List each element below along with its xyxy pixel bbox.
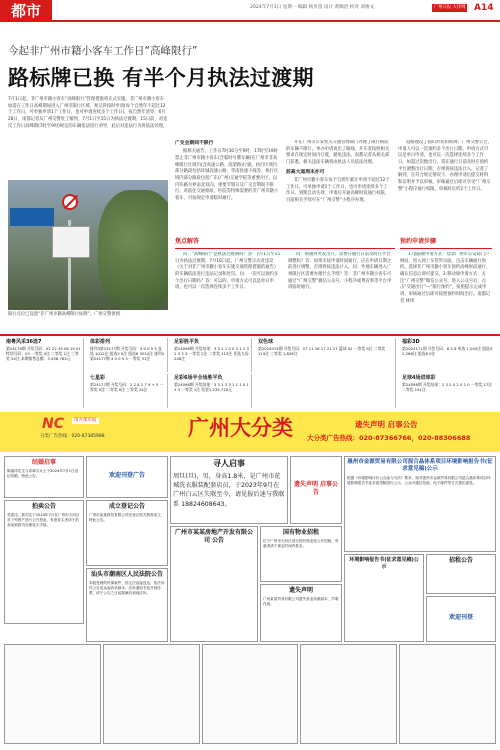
road-name-sign [10, 208, 54, 226]
classifieds-title: 广州大分类 [188, 416, 293, 440]
classified-ad-title: 结婚启事 [31, 459, 56, 466]
article-headline: 路标牌已换 有半个月执法过渡期 [8, 66, 314, 90]
classified-ad-title: 成立登记公告 [108, 503, 145, 510]
qa-section-rule [175, 248, 395, 249]
classified-ad-text: 广州某某贸易有限公司遗失营业执照副本，声明作废。 [263, 597, 339, 606]
lottery-results [0, 334, 500, 408]
lottery-box [4, 338, 84, 408]
lottery-box [172, 374, 252, 408]
article-photo [8, 180, 168, 310]
classified-ad [103, 644, 200, 744]
qa-column-1 [175, 252, 281, 332]
photo-caption: 限行点位已设置“非广州市籍高峰限行标牌”。广州交警供图 [8, 312, 120, 317]
classified-ad-text: 陈嘉伟先生与邓翠芬女士于2024年7月1日登记结婚，特此公告。 [7, 469, 79, 478]
classified-ad [399, 644, 496, 744]
column-1-title: 广交会期间不限行 [175, 141, 214, 146]
classifieds-logo-sub: 南方都市报 [74, 418, 97, 423]
classified-ad-text: 周旦(旦)，男，身高1.8米，是广州市花城洗衣服装配套店员，于2023年9月在广州白云区失联至今，请见报后速与我联系 18824608643。 [173, 472, 285, 508]
qa-column-2 [288, 252, 394, 332]
masthead-rule [52, 20, 500, 22]
classified-ad-title: 寻人启事 [213, 459, 245, 468]
article-lead: 7月1日起，非广州市籍小客车“高峰限行”管理措施将正式实施。非广州市籍小客车如需在工作日高峰期间进入广州市限行区域，须记得按时申请(每个自然年不超过12个工作日，可单独申请1个工作日，也可申请连续多个工作日)，按自然年清零，6月28日，南都记者从广州交警处了解到，7月1日至15日为执法过渡期，15日前，对违反工作日高峰期(7时至9时)规定的车辆依法进行劝导，此后对违法行为将依法处理。 [8, 97, 168, 129]
lottery-text: 第24177期 开奖号码：2 2 8 1 7 9 + 5 一等奖 0注 二等奖 6注 三等奖 24注 [90, 381, 164, 392]
lottery-title: 福彩3D [402, 339, 420, 345]
classifieds-phone: 分类广告热线：020-87385988 [40, 434, 105, 439]
lottery-text: 第24098期 开奖结果：2 3 2 0 2 0 1 0 一等奖 17注 二等奖 191注 [402, 381, 493, 392]
classified-ad-text: 受委托，我司定于2024年7月在广州市天河区对下列资产进行公开拍卖，有意竞买者请于拍卖前到我司办理竞买手续。 [7, 513, 80, 527]
classified-ad-title: 遗失声明 [288, 587, 313, 594]
qa-column-1-text: 问：“高峰限行”是执法过渡期吗？答：7月1日至15日为执法过渡期，7月16日起，广州交警正式对违反《关于对非广州市籍小客车实施交通管理措施的通告》的车辆依法进行违法记录和处罚。问：一次可以预约多个出行日期吗？答：可以的，申请方式可以是单日申请，也可以一次选择连续多个工作日。 [175, 252, 281, 291]
classifieds-logo: NC [42, 416, 64, 432]
article-column-1 [175, 140, 279, 236]
classified-ad-text: 本院受理的民事案件，因无法直接送达，依法向你公告送达起诉状副本、应诉通知书及开庭传票，请于公告之日起届满后到庭应诉。 [89, 581, 165, 595]
steps-section-rule [400, 248, 492, 249]
steps-column-text: 1.电脑端申请方式：登录广州市公安局门户网站，进入网上车管所页面，点击车辆通行预约。选择非广州市籍小客车预约高峰时段通行，确认信息后即可提交。2.移动端申请方式：关注“广州交警”微信公众号，进入公众号后，点击“交通出行”—“限行预约”，按照提示完成申请。审核通过后即可按照预约时间出行。南都记者 林彤 [400, 252, 491, 304]
tree-foliage [98, 190, 168, 310]
classified-ad-title: 遗失声明 启事公告 [293, 480, 339, 496]
lottery-title: 南粤风采36选7 [6, 339, 42, 345]
classified-ad [86, 500, 168, 566]
classified-ad [4, 500, 84, 624]
classified-ad [300, 644, 397, 744]
lottery-box [88, 338, 168, 372]
lottery-title: 足彩6场半全场胜平负 [174, 375, 223, 381]
lottery-text: 排列3第24177期 开奖号码：4 0 0 5 5 直选 1012注 组选3 0注 组选6 3014注 排列5第24177期 4 0 0 5 5 一等奖 31注 [90, 345, 165, 361]
classified-ad-text: 位于广州市天河区部分国有物业现公开招租，有意者请于规定时间内报名。 [263, 539, 339, 548]
classified-ad-title: 拍卖公告 [31, 503, 56, 510]
date-line: 2024年7月1日 星期一 编辑 杨贝茵 设计 黄陶冶 校对 刘俊文 [250, 5, 375, 10]
masthead [0, 0, 500, 22]
classified-ad-title: 汕头市潮南区人民法院公告 [90, 571, 163, 578]
classified-ad-title: 环境影响报告书(征求意见稿)公示 [349, 557, 419, 570]
classified-ad [170, 456, 288, 524]
lottery-title: 足彩胜平负 [174, 339, 200, 345]
page-number: A14 [474, 3, 494, 13]
classified-ad-title: 国有物业招租 [282, 529, 319, 536]
article-column-3 [398, 140, 492, 236]
article-subhead: 今起非广州市籍小客车工作日“高峰限行” [8, 45, 198, 57]
classified-ad-title: 惠州市金源贸易有限公司混合晶体系项目环境影响报告书(征求意见稿)公示 [347, 459, 493, 473]
column-1-text: 据相关通告，工作日7时30分至9时、17时至19时禁止非广州市籍小客车(含临时号牌车辆)在广州市非高峰限行区域内(含高速公路、高架路)行驶。执行区域内部分路段包括环城高速公路、华南快速干线等。执行区域内部分路段包括广东(广州)交通学院等重要片区，以内环路为界南北双向。重要节假日及广交会期间不限行，对前往交通枢纽、医院等特殊需要的非广州市籍小客车，可按规定申请临时通行。 [175, 149, 279, 202]
classified-ad [344, 456, 496, 552]
classified-ad [86, 456, 168, 498]
classifieds-slogan: 遗失声明 启事公告 [355, 420, 418, 429]
lottery-text: 第24098期 开奖结果：3 3 1 3 3 1 1 1 0 1 3 3 一等奖 1注 奖金1,235,720元 [174, 381, 249, 392]
classified-ad [260, 526, 342, 582]
classified-ad [426, 596, 496, 642]
section-tab: 都市 [0, 0, 52, 22]
classified-ad [344, 554, 424, 642]
classifieds-bottom-row [4, 644, 496, 744]
lottery-box [172, 338, 252, 372]
steps-column [400, 252, 492, 332]
classified-ad-title: 招租公告 [448, 557, 473, 564]
lottery-title: 足球4场进球彩 [402, 375, 436, 381]
lottery-text: 第24179期 开奖号码：02 22 35 06 19 01 特别号码：03 一等奖 0注 二等奖 1注 三等奖 54注 本期销售总额：3,458,764元 [6, 345, 81, 361]
article-column-2 [286, 140, 390, 236]
editor-badge: 广州日报 大洋网 [434, 5, 466, 10]
classifieds-hotline: 大分类广告热线：020-87366766，020-88306688 [307, 434, 471, 442]
classified-ad [86, 568, 168, 642]
classified-ad-title: 欢迎刊登广告 [108, 471, 145, 479]
classified-ad [260, 584, 342, 642]
lottery-text: 第2024074期 开奖号码：07 11 16 17 21 27 蓝球 02 一等奖 9注 二等奖 119注 三等奖 1,826注 [258, 345, 386, 356]
lottery-box [256, 338, 396, 408]
qa-column-2-text: 问：如遇到突发出行，需要在通行日前及时在平台调整吗？答：如果未按申请时间通行，应在申请日期之前进行调整，否则将按违法计入。问：外地车辆进入广州限行区需要办理什么手续？答：非广州市籍小客车可通过“广州交警”微信公众号、小程序或粤省事等平台申请临时通行。 [288, 252, 392, 291]
restriction-notice-board [52, 226, 90, 258]
lottery-box [400, 374, 496, 408]
classified-ad [426, 554, 496, 594]
qa-section-title: 焦点解答 [175, 238, 200, 245]
lottery-text: 第2024171期 开奖号码：8 5 8 单选 1,045注 组选3 2,268注 组选6 0注 [402, 345, 493, 356]
column-2-subtitle: 前高大道周末亦可 [286, 169, 325, 175]
lottery-text: 第24098期 开奖结果：3 3 1 1 0 0 3 1 1 3 1 3 3 3 一等奖 2注 二等奖 113注 任选九场 248注 [174, 345, 249, 361]
classified-ad-title: 欢迎刊登 [448, 613, 473, 621]
classified-ad [4, 644, 101, 744]
classified-ad-text: 根据《环境影响评价公众参与办法》要求，现对惠州市金源贸易有限公司混合晶体系项目环境影响报告书征求意见稿进行公示，公众可通过信函、电子邮件等方式提出意见。 [347, 475, 491, 485]
classified-ad [290, 456, 342, 524]
lottery-box [400, 338, 496, 372]
lottery-title: 七星彩 [90, 375, 106, 381]
lottery-box [88, 374, 168, 408]
column-2-sub-text: 非广州市籍小客车每个自然年累计申请不超过12个工作日，可单独申请1个工作日，也可申请连续多个工作日。到期自动失效，申请后开通高峰时段通行权限，目前相关手续可在“广州交警”小程序办理。 [286, 178, 390, 204]
classified-ad [4, 456, 84, 498]
classified-ad-text: 广州市某某科技有限公司经登记机关核准成立，特此公告。 [89, 513, 165, 522]
classified-ad [202, 644, 299, 744]
column-2-text: 开在广州市公安机关交通管理部门办理了限行路段的车辆不限行。单办申请说出了路线，开车者按照相关要求在规定时间内行驶，避免违法。南都记者从相关部门获悉，相关违法车辆将由执法人员依法处理。 [286, 140, 390, 165]
column-3-text: 道路埋设了圆山形状的标牌。广州交警公告，申请人可以一次预约多个出行日期，申请方式可以是单日申请，也可以一次选择连续多个工作日。如超过次数出行，需在通行日前及时在预约平台调整出行日期，否则将按违法计入。记者了解到，在符合规定情况下，办理申请后提交材料和证明并予以审核，审核通过后即可享受“广州交警”小程序通行权限，审核时长约2个工作日。 [398, 140, 492, 192]
steps-section-title: 预约申请步骤 [400, 238, 437, 245]
classified-ad [170, 526, 258, 642]
lottery-title: 体彩排列 [90, 339, 111, 345]
classified-ad-title: 广州市某某房地产开发有限公司 公告 [174, 529, 253, 545]
no-entry-sign-icon [62, 194, 78, 210]
lottery-title: 双色球 [258, 339, 274, 345]
